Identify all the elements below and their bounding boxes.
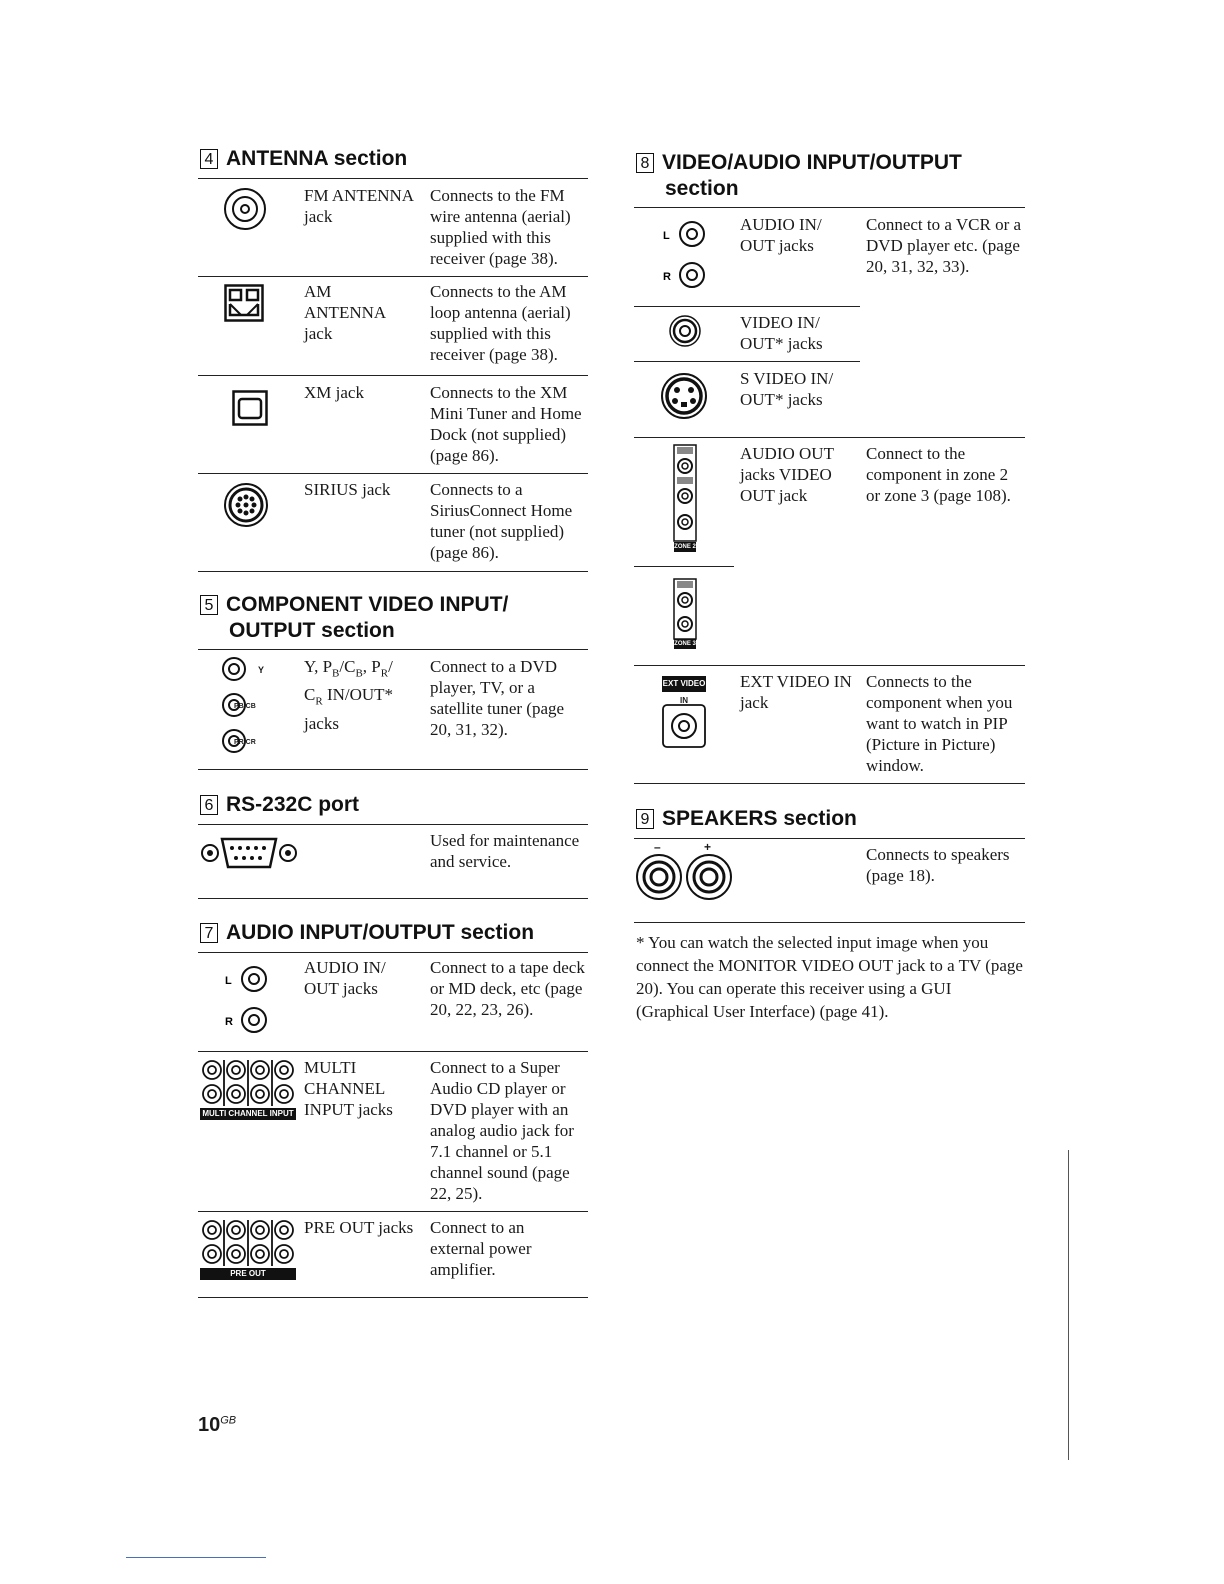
divider	[198, 178, 588, 179]
divider	[198, 1051, 588, 1052]
component-jacks-desc: Connect to a DVD player, TV, or a satellite tuner (page 20, 31, 32).	[430, 657, 565, 739]
va-audio-in-out-name: AUDIO IN/ OUT jacks	[740, 215, 822, 255]
bottom-rule	[126, 1557, 266, 1558]
section-number: 6	[200, 795, 218, 815]
section-number: 8	[636, 153, 654, 173]
section-number: 5	[200, 595, 218, 615]
fm-antenna-name: FM ANTENNA jack	[304, 186, 414, 226]
divider	[198, 649, 588, 650]
speakers-desc: Connects to speakers (page 18).	[866, 845, 1010, 885]
svg-text:L: L	[663, 230, 670, 242]
xm-jack-desc: Connects to the XM Mini Tuner and Home Dock (not supplied) (page 86).	[430, 383, 582, 465]
va-s-video-name: S VIDEO IN/ OUT* jacks	[740, 369, 834, 409]
video-audio-heading: 8 VIDEO/AUDIO INPUT/OUTPUT section	[636, 150, 962, 202]
multi-channel-name: MULTI CHANNEL INPUT jacks	[304, 1058, 393, 1119]
video-audio-in-out-jacks-icon	[660, 212, 712, 294]
multi-channel-desc: Connect to a Super Audio CD player or DVD player with an analog audio jack for 7.1 channel or 5.1 channel sound (page 22, 25).	[430, 1058, 574, 1203]
sirius-jack-icon	[223, 482, 269, 528]
divider	[198, 571, 588, 572]
section-number: 7	[200, 923, 218, 943]
divider	[634, 665, 1025, 666]
va-audio-in-out-desc: Connect to a VCR or a DVD player etc. (page 20, 31, 32, 33).	[866, 215, 1022, 276]
margin-line	[1068, 1150, 1069, 1460]
divider	[198, 1297, 588, 1298]
divider	[198, 824, 588, 825]
am-antenna-name: AM ANTENNA jack	[304, 282, 386, 343]
divider	[198, 898, 588, 899]
zone2-jacks-icon	[670, 444, 700, 542]
divider	[634, 207, 1025, 208]
divider	[634, 306, 860, 307]
pre-out-name: PRE OUT jacks	[304, 1218, 414, 1237]
divider	[634, 437, 1025, 438]
divider	[634, 566, 734, 567]
footnote: * You can watch the selected input image when you connect the MONITOR VIDEO OUT jack to a TV (page 20). You can operate this receiver using a GUI (Graphical User Interface) (page 41).	[636, 933, 1023, 1021]
svg-text:R: R	[663, 271, 671, 283]
sirius-jack-desc: Connects to a SiriusConnect Home tuner (not supplied) (page 86).	[430, 480, 573, 562]
divider	[634, 783, 1025, 784]
page-number: $10^{GB}$	[198, 1414, 237, 1436]
video-in-out-jack-icon	[668, 314, 702, 348]
ext-video-panel	[662, 676, 706, 748]
speaker-plus-label: +	[704, 840, 712, 854]
pre-out-desc: Connect to an external power amplifier.	[430, 1218, 532, 1279]
rs232-desc: Used for maintenance and service.	[430, 831, 580, 871]
divider	[634, 838, 1025, 839]
section-number: 4	[200, 149, 218, 169]
xm-jack-icon	[232, 390, 268, 426]
speaker-minus-label: –	[654, 840, 661, 854]
pre-out-label: PRE OUT	[200, 1268, 296, 1280]
xm-jack-name: XM jack	[304, 383, 364, 402]
s-video-jack-icon	[660, 372, 708, 420]
ext-video-in-name: EXT VIDEO IN jack	[740, 672, 852, 712]
speakers-heading: 9 SPEAKERS section	[636, 806, 857, 832]
svg-text:R: R	[225, 1016, 233, 1028]
ext-video-in-desc: Connects to the component when you want to watch in PIP (Picture in Picture) window.	[866, 672, 1013, 775]
am-antenna-jack-icon	[224, 284, 264, 322]
svg-text:L: L	[225, 975, 232, 987]
zone3-label: ZONE 3	[674, 641, 696, 647]
zone3-panel	[670, 578, 700, 650]
jack-label-pr: PR/CR	[234, 739, 256, 746]
divider	[198, 276, 588, 277]
audio-in-out-name: AUDIO IN/ OUT jacks	[304, 958, 386, 998]
multi-channel-jacks-icon	[200, 1058, 296, 1108]
audio-in-out-desc: Connect to a tape deck or MD deck, etc (page 20, 22, 23, 26).	[430, 958, 585, 1019]
speaker-terminals-icon	[634, 852, 734, 902]
component-jacks-name: Y, $P_B/C_B$, $P_R/$ $C_R$ IN/OUT* jacks	[304, 657, 394, 733]
divider	[198, 473, 588, 474]
multi-channel-input-panel	[200, 1058, 296, 1120]
jack-label-y: Y	[258, 665, 265, 675]
divider	[198, 769, 588, 770]
zone2-label: ZONE 2	[674, 544, 696, 550]
jack-label-pb: PB/CB	[234, 703, 256, 710]
divider	[198, 375, 588, 376]
section-number: 9	[636, 809, 654, 829]
zone3-jacks-icon	[670, 578, 700, 640]
rs232c-port-icon	[200, 833, 300, 873]
multi-channel-label: MULTI CHANNEL INPUT	[200, 1108, 296, 1120]
fm-antenna-jack-icon	[222, 186, 268, 232]
ext-video-jack-icon	[662, 704, 706, 748]
pre-out-jacks-icon	[200, 1218, 296, 1268]
antenna-heading: 4 ANTENNA section	[200, 146, 407, 172]
va-video-in-out-name: VIDEO IN/ OUT* jacks	[740, 313, 823, 353]
divider	[634, 361, 860, 362]
ext-video-label: EXT VIDEO	[662, 676, 706, 692]
divider	[634, 922, 1025, 923]
sirius-jack-name: SIRIUS jack	[304, 480, 391, 499]
pre-out-panel	[200, 1218, 296, 1280]
zone-out-name: AUDIO OUT jacks VIDEO OUT jack	[740, 444, 834, 505]
fm-antenna-desc: Connects to the FM wire antenna (aerial) supplied with this receiver (page 38).	[430, 186, 571, 268]
rs232-heading: 6 RS-232C port	[200, 792, 359, 818]
ext-in-label: IN	[680, 696, 688, 705]
divider	[198, 952, 588, 953]
zone-out-desc: Connect to the component in zone 2 or zone 3 (page 108).	[866, 444, 1011, 505]
am-antenna-desc: Connects to the AM loop antenna (aerial) supplied with this receiver (page 38).	[430, 282, 571, 364]
audio-heading: 7 AUDIO INPUT/OUTPUT section	[200, 920, 534, 946]
divider	[198, 1211, 588, 1212]
audio-in-out-jacks-icon	[222, 960, 274, 1036]
zone2-panel	[670, 444, 700, 554]
component-heading: 5 COMPONENT VIDEO INPUT/ OUTPUT section	[200, 592, 508, 644]
